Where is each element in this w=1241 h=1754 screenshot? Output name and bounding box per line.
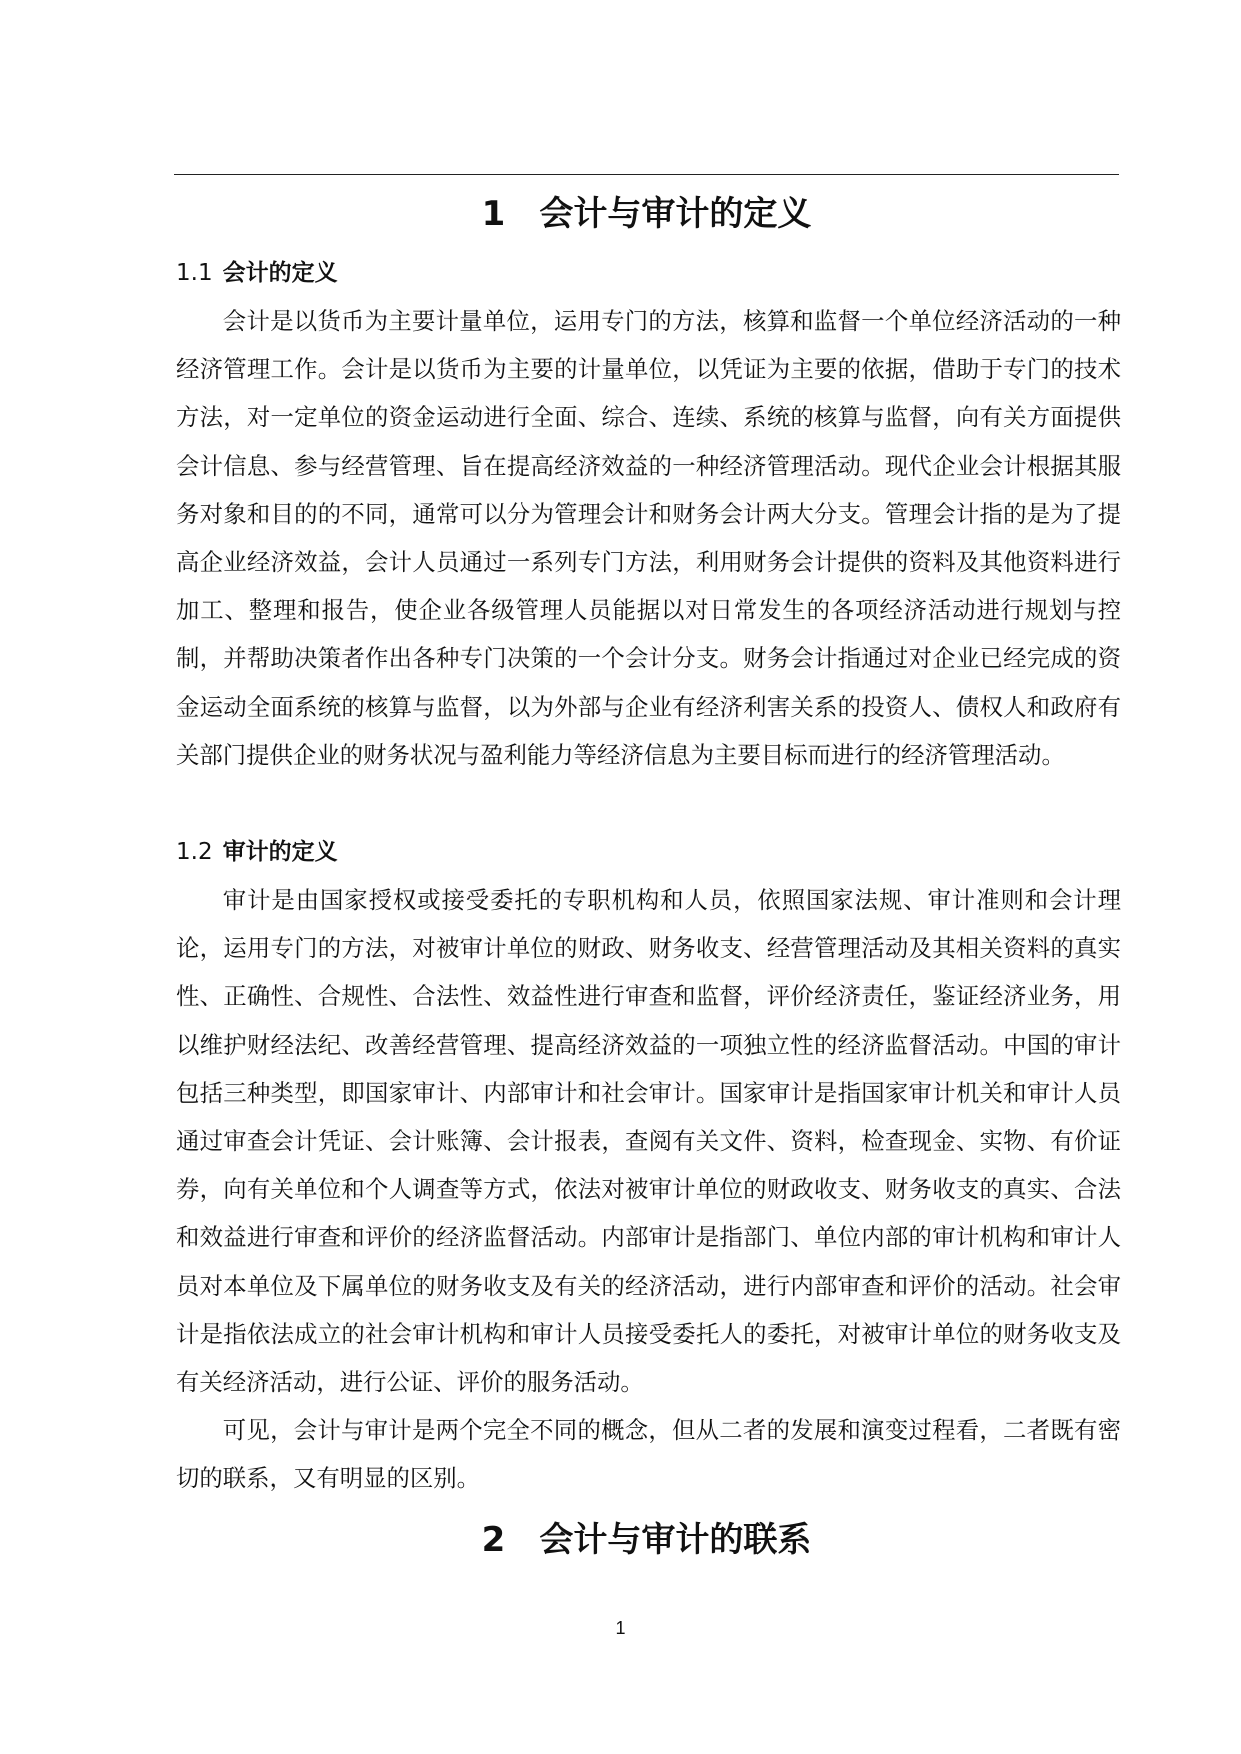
section-1-1-title: 会计的定义 [222,260,338,286]
conclusion-paragraph: 可见，会计与审计是两个完全不同的概念，但从二者的发展和演变过程看，二者既有密切的联系，又有明显的区别。 [176,1416,1121,1493]
chapter-2-title [174,1520,1119,1560]
chapter-2-title-text: 会计与审计的联系 [539,1520,812,1560]
section-1-1-number: 1.1 [176,260,213,286]
section-1-2-number: 1.2 [176,839,213,865]
section-1-2-title: 审计的定义 [222,839,338,865]
page-number: 1 [615,1618,626,1638]
accounting-definition-paragraph: 会计是以货币为主要计量单位，运用专门的方法，核算和监督一个单位经济活动的一种经济管理工作。会计是以货币为主要的计量单位，以凭证为主要的依据，借助于专门的技术方法，对一定单位的资金运动进行全面、综合、连续、系统的核算与监督，向有关方面提供会计信息、参与经营管理、旨在提高经济效益的一种经济管理活动。现代企业会计根据其服务对象和目的的不同，通常可以分为管理会计和财务会计两大分支。管理会计指的是为了提高企业经济效益，会计人员通过一系列专门方法，利用财务会计提供的资料及其他资料进行加工、整理和报告，使企业各级管理人员能据以对日常发生的各项经济活动进行规划与控制，并帮助决策者作出各种专门决策的一个会计分支。财务会计指通过对企业已经完成的资金运动全面系统的核算与监督，以为外部与企业有经济利害关系的投资人、债权人和政府有关部门提供企业的财务状况与盈利能力等经济信息为主要目标而进行的经济管理活动。 [176,307,1121,769]
header-rule [174,174,1119,175]
chapter-2-number: 2 [481,1520,506,1560]
audit-definition-paragraph: 审计是由国家授权或接受委托的专职机构和人员，依照国家法规、审计准则和会计理论，运用专门的方法，对被审计单位的财政、财务收支、经营管理活动及其相关资料的真实性、正确性、合规性、合法性、效益性进行审查和监督，评价经济责任，鉴证经济业务，用以维护财经法纪、改善经营管理、提高经济效益的一项独立性的经济监督活动。中国的审计包括三种类型，即国家审计、内部审计和社会审计。国家审计是指国家审计机关和审计人员通过审查会计凭证、会计账簿、会计报表，查阅有关文件、资料，检查现金、实物、有价证券，向有关单位和个人调查等方式，依法对被审计单位的财政收支、财务收支的真实、合法和效益进行审查和评价的经济监督活动。内部审计是指部门、单位内部的审计机构和审计人员对本单位及下属单位的财务收支及有关的经济活动，进行内部审查和评价的活动。社会审计是指依法成立的社会审计机构和审计人员接受委托人的委托，对被审计单位的财务收支及有关经济活动，进行公证、评价的服务活动。 [176,886,1121,1397]
chapter-1-number: 1 [481,194,506,234]
chapter-1-title-text: 会计与审计的定义 [539,194,812,234]
section-1-2-heading [176,837,338,867]
chapter-1-title [174,194,1119,234]
section-1-1-heading [176,258,338,288]
